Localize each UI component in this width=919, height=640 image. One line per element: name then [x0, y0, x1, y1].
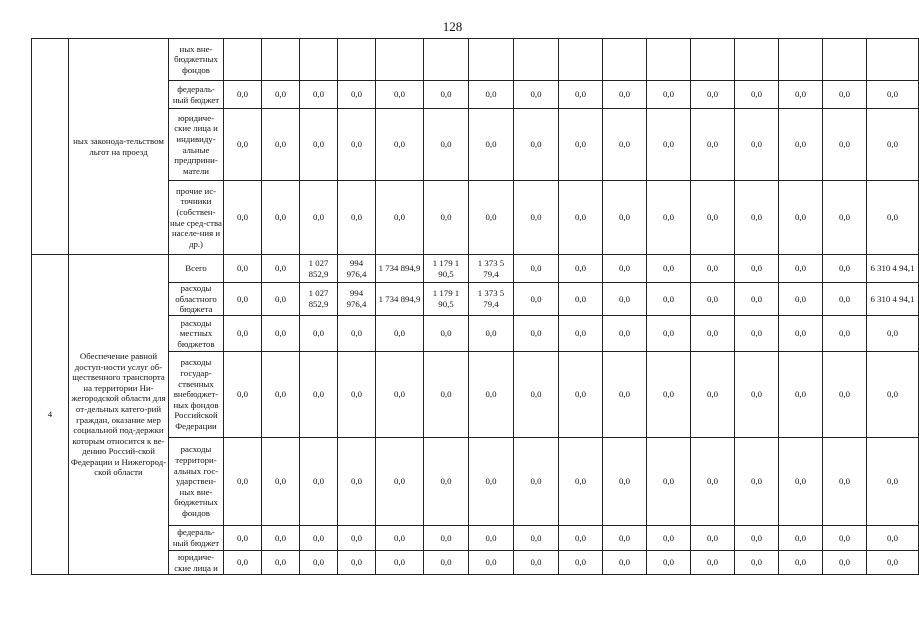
value-cell: 0,0	[424, 352, 469, 438]
value-cell: 0,0	[823, 109, 867, 181]
value-cell: 0,0	[691, 109, 735, 181]
value-cell: 0,0	[559, 255, 603, 283]
value-cell: 1 027 852,9	[300, 255, 338, 283]
value-cell: 0,0	[514, 283, 559, 316]
value-cell: 0,0	[691, 551, 735, 575]
table-row	[32, 255, 919, 283]
value-cell: 0,0	[300, 526, 338, 551]
value-cell: 0,0	[735, 438, 779, 526]
value-cell: 0,0	[376, 438, 424, 526]
value-cell: 0,0	[262, 316, 300, 352]
value-cell: 0,0	[262, 438, 300, 526]
value-cell: 0,0	[338, 181, 376, 255]
value-cell: 0,0	[691, 181, 735, 255]
value-cell: 0,0	[424, 181, 469, 255]
value-cell: 0,0	[376, 181, 424, 255]
value-cell	[603, 39, 647, 81]
measure-description: ных законода-тельством льгот на проезд	[69, 39, 169, 255]
value-cell: 0,0	[647, 352, 691, 438]
value-cell: 0,0	[691, 255, 735, 283]
value-cell: 0,0	[514, 181, 559, 255]
value-cell: 0,0	[300, 181, 338, 255]
value-cell: 0,0	[867, 181, 919, 255]
value-cell: 0,0	[867, 81, 919, 109]
value-cell: 0,0	[647, 81, 691, 109]
value-cell: 0,0	[469, 109, 514, 181]
value-cell: 0,0	[262, 181, 300, 255]
row-number: 4	[32, 255, 69, 575]
value-cell: 0,0	[867, 109, 919, 181]
value-cell: 0,0	[823, 316, 867, 352]
value-cell: 0,0	[262, 551, 300, 575]
value-cell: 0,0	[514, 81, 559, 109]
value-cell: 0,0	[469, 526, 514, 551]
value-cell: 0,0	[376, 81, 424, 109]
value-cell: 0,0	[376, 526, 424, 551]
value-cell: 0,0	[338, 81, 376, 109]
value-cell: 0,0	[867, 352, 919, 438]
value-cell: 0,0	[469, 316, 514, 352]
value-cell: 0,0	[779, 551, 823, 575]
value-cell: 0,0	[603, 81, 647, 109]
value-cell: 0,0	[603, 181, 647, 255]
value-cell	[224, 39, 262, 81]
value-cell: 0,0	[559, 109, 603, 181]
value-cell: 0,0	[603, 526, 647, 551]
value-cell: 0,0	[647, 255, 691, 283]
value-cell: 0,0	[603, 283, 647, 316]
value-cell: 0,0	[823, 283, 867, 316]
value-cell: 0,0	[647, 551, 691, 575]
value-cell: 0,0	[867, 438, 919, 526]
value-cell: 0,0	[735, 283, 779, 316]
value-cell: 0,0	[300, 109, 338, 181]
funding-source: федераль-ный бюджет	[169, 526, 224, 551]
value-cell: 0,0	[469, 352, 514, 438]
value-cell: 0,0	[603, 109, 647, 181]
value-cell: 0,0	[224, 526, 262, 551]
value-cell: 0,0	[603, 316, 647, 352]
value-cell: 0,0	[338, 526, 376, 551]
value-cell: 1 734 894,9	[376, 255, 424, 283]
value-cell: 1 179 1 90,5	[424, 255, 469, 283]
value-cell: 0,0	[779, 283, 823, 316]
value-cell: 0,0	[691, 283, 735, 316]
value-cell: 0,0	[424, 109, 469, 181]
value-cell: 0,0	[376, 352, 424, 438]
value-cell: 0,0	[735, 551, 779, 575]
value-cell: 0,0	[514, 352, 559, 438]
value-cell: 0,0	[300, 438, 338, 526]
value-cell	[469, 39, 514, 81]
value-cell: 0,0	[735, 352, 779, 438]
value-cell: 0,0	[779, 109, 823, 181]
value-cell: 0,0	[559, 316, 603, 352]
value-cell: 0,0	[559, 526, 603, 551]
value-cell: 0,0	[867, 526, 919, 551]
value-cell: 0,0	[823, 352, 867, 438]
value-cell: 0,0	[514, 526, 559, 551]
value-cell: 0,0	[691, 81, 735, 109]
table-row	[32, 39, 919, 81]
value-cell: 6 310 4 94,1	[867, 255, 919, 283]
value-cell	[823, 39, 867, 81]
budget-table	[31, 38, 919, 575]
value-cell: 0,0	[224, 551, 262, 575]
value-cell: 994 976,4	[338, 283, 376, 316]
value-cell: 0,0	[559, 181, 603, 255]
value-cell: 0,0	[262, 109, 300, 181]
value-cell: 0,0	[823, 551, 867, 575]
value-cell: 0,0	[224, 352, 262, 438]
funding-source: расходы государ-ственных внебюджет-ных фондов Российской Федерации	[169, 352, 224, 438]
value-cell: 0,0	[867, 316, 919, 352]
value-cell: 0,0	[424, 81, 469, 109]
value-cell: 0,0	[779, 81, 823, 109]
value-cell: 0,0	[514, 316, 559, 352]
value-cell: 0,0	[823, 255, 867, 283]
value-cell: 0,0	[262, 352, 300, 438]
value-cell: 0,0	[779, 438, 823, 526]
value-cell: 0,0	[338, 438, 376, 526]
value-cell: 0,0	[735, 81, 779, 109]
value-cell: 0,0	[647, 526, 691, 551]
value-cell: 0,0	[469, 438, 514, 526]
value-cell	[867, 39, 919, 81]
value-cell: 0,0	[338, 316, 376, 352]
value-cell: 0,0	[424, 551, 469, 575]
value-cell	[691, 39, 735, 81]
value-cell: 0,0	[779, 316, 823, 352]
value-cell: 0,0	[735, 316, 779, 352]
value-cell: 994 976,4	[338, 255, 376, 283]
value-cell: 0,0	[647, 316, 691, 352]
value-cell: 1 373 5 79,4	[469, 283, 514, 316]
value-cell: 0,0	[262, 283, 300, 316]
funding-source: прочие ис-точники (собствен-ные сред-ства населе-ния и др.)	[169, 181, 224, 255]
value-cell: 0,0	[300, 81, 338, 109]
value-cell: 0,0	[647, 109, 691, 181]
measure-description: Обеспечение равной доступ-ности услуг об-щественного транспорта на территории Ни-жегородской области для от-дельных катего-рий граждан, оказание мер социальной под-держки которым относится к ве-дению Россий-ской Федерации и Нижегород-ской области	[69, 255, 169, 575]
value-cell: 0,0	[424, 526, 469, 551]
value-cell: 1 373 5 79,4	[469, 255, 514, 283]
value-cell: 0,0	[376, 316, 424, 352]
value-cell: 1 734 894,9	[376, 283, 424, 316]
value-cell: 0,0	[823, 81, 867, 109]
value-cell: 0,0	[424, 438, 469, 526]
value-cell: 0,0	[514, 438, 559, 526]
value-cell: 0,0	[735, 181, 779, 255]
value-cell: 0,0	[691, 316, 735, 352]
value-cell: 0,0	[224, 255, 262, 283]
value-cell: 0,0	[376, 551, 424, 575]
value-cell: 0,0	[424, 316, 469, 352]
value-cell: 0,0	[514, 255, 559, 283]
value-cell: 0,0	[823, 181, 867, 255]
value-cell: 0,0	[338, 352, 376, 438]
value-cell: 0,0	[559, 551, 603, 575]
value-cell	[300, 39, 338, 81]
value-cell: 0,0	[300, 316, 338, 352]
value-cell: 0,0	[691, 526, 735, 551]
value-cell: 0,0	[262, 255, 300, 283]
value-cell	[262, 39, 300, 81]
value-cell	[424, 39, 469, 81]
value-cell: 0,0	[691, 438, 735, 526]
value-cell: 0,0	[262, 526, 300, 551]
value-cell	[779, 39, 823, 81]
value-cell: 0,0	[603, 255, 647, 283]
value-cell: 0,0	[224, 181, 262, 255]
funding-source: юридиче-ские лица и	[169, 551, 224, 575]
value-cell	[514, 39, 559, 81]
value-cell: 0,0	[514, 109, 559, 181]
funding-source: расходы местных бюджетов	[169, 316, 224, 352]
page-number: 128	[442, 19, 463, 34]
value-cell: 0,0	[300, 551, 338, 575]
value-cell: 0,0	[376, 109, 424, 181]
value-cell: 0,0	[867, 551, 919, 575]
value-cell: 0,0	[559, 283, 603, 316]
value-cell: 1 179 1 90,5	[424, 283, 469, 316]
value-cell: 0,0	[559, 438, 603, 526]
value-cell: 0,0	[224, 438, 262, 526]
value-cell: 0,0	[224, 283, 262, 316]
value-cell: 0,0	[224, 316, 262, 352]
value-cell: 0,0	[559, 352, 603, 438]
funding-source: федераль-ный бюджет	[169, 81, 224, 109]
value-cell	[338, 39, 376, 81]
value-cell: 0,0	[603, 551, 647, 575]
funding-source: юридиче-ские лица и индивиду-альные предприни-матели	[169, 109, 224, 181]
value-cell: 0,0	[823, 438, 867, 526]
value-cell: 0,0	[691, 352, 735, 438]
value-cell: 0,0	[514, 551, 559, 575]
value-cell: 0,0	[262, 81, 300, 109]
value-cell: 0,0	[735, 526, 779, 551]
value-cell: 0,0	[300, 352, 338, 438]
value-cell	[376, 39, 424, 81]
value-cell: 0,0	[559, 81, 603, 109]
value-cell: 0,0	[779, 352, 823, 438]
value-cell: 0,0	[735, 255, 779, 283]
value-cell: 0,0	[338, 109, 376, 181]
table-body	[32, 39, 919, 575]
value-cell	[735, 39, 779, 81]
value-cell: 1 027 852,9	[300, 283, 338, 316]
value-cell: 0,0	[224, 81, 262, 109]
funding-source: Всего	[169, 255, 224, 283]
value-cell: 0,0	[603, 352, 647, 438]
value-cell: 0,0	[823, 526, 867, 551]
value-cell: 0,0	[469, 181, 514, 255]
funding-source: ных вне-бюджетных фондов	[169, 39, 224, 81]
value-cell: 0,0	[779, 526, 823, 551]
value-cell: 0,0	[469, 551, 514, 575]
value-cell: 0,0	[647, 283, 691, 316]
value-cell: 0,0	[224, 109, 262, 181]
funding-source: расходы областного бюджета	[169, 283, 224, 316]
funding-source: расходы территори-альных гос-ударствен-ных вне-бюджетных фондов	[169, 438, 224, 526]
value-cell: 0,0	[603, 438, 647, 526]
value-cell	[647, 39, 691, 81]
value-cell: 0,0	[469, 81, 514, 109]
value-cell: 0,0	[647, 438, 691, 526]
value-cell: 0,0	[735, 109, 779, 181]
value-cell: 0,0	[779, 181, 823, 255]
row-number	[32, 39, 69, 255]
value-cell: 0,0	[647, 181, 691, 255]
value-cell: 0,0	[338, 551, 376, 575]
value-cell	[559, 39, 603, 81]
value-cell: 0,0	[779, 255, 823, 283]
value-cell: 6 310 4 94,1	[867, 283, 919, 316]
